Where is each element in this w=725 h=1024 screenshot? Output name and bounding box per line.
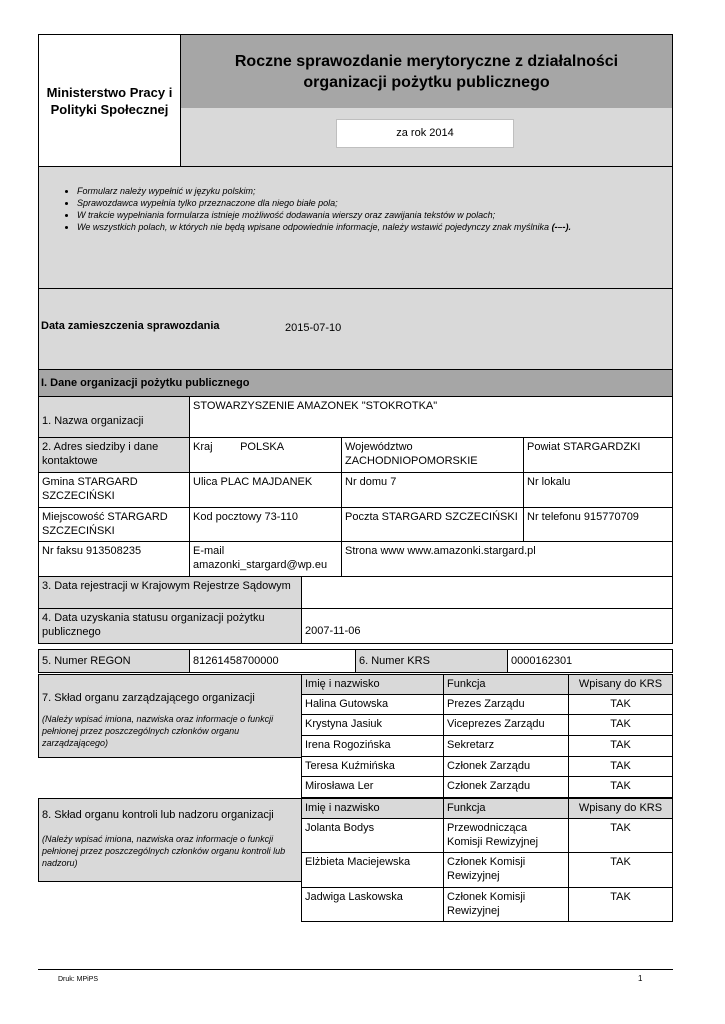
board-member-name[interactable]: Mirosława Ler [301,776,444,798]
footer-rule [38,969,673,970]
regon-label: 5. Numer REGON [38,649,190,673]
board-member-krs[interactable]: TAK [568,694,673,715]
voivodeship-field[interactable]: Województwo ZACHODNIOPOMORSKIE [341,437,524,473]
title-box [181,35,672,108]
instruction-item: • Sprawozdawca wypełnia tylko przeznaczone dla niego białe pola; [77,197,672,209]
address-label: 2. Adres siedziby i dane kontaktowe [38,437,190,473]
opp-status-value[interactable]: 2007-11-06 [301,608,673,644]
control-member-name[interactable]: Jadwiga Laskowska [301,887,444,922]
control-member-name[interactable]: Jolanta Bodys [301,818,444,853]
form-title: Roczne sprawozdanie merytoryczne z działalności organizacji pożytku publicznego [234,52,619,91]
control-member-function[interactable]: Przewodnicząca Komisji Rewizyjnej [443,818,569,853]
house-number-field[interactable]: Nr domu 7 [341,472,524,508]
board-member-krs[interactable]: TAK [568,776,673,798]
instructions-list [39,185,672,233]
org-name-value[interactable]: STOWARZYSZENIE AMAZONEK "STOKROTKA" [189,396,673,438]
control-header-function: Funkcja [443,798,569,819]
regon-value[interactable]: 81261458700000 [189,649,356,673]
publication-date-value[interactable]: 2015-07-10 [285,322,342,334]
board-member-function[interactable]: Członek Zarządu [443,756,569,777]
org-name-label: 1. Nazwa organizacji [38,396,190,438]
flat-number-field[interactable]: Nr lokalu [523,472,673,508]
year-value: za rok 2014 [396,127,454,139]
website-field[interactable]: Strona www www.amazonki.stargard.pl [341,541,673,577]
post-office-field[interactable]: Poczta STARGARD SZCZECIŃSKI [341,507,524,542]
control-member-function[interactable]: Członek Komisji Rewizyjnej [443,887,569,922]
ministry-name: Ministerstwo Pracy i Polityki Społecznej [46,84,173,117]
fax-field[interactable]: Nr faksu 913508235 [38,541,190,577]
postcode-field[interactable]: Kod pocztowy 73-110 [189,507,342,542]
instructions-box [38,166,673,289]
section-1-title: I. Dane organizacji pożytku publicznego [38,369,673,397]
country-field[interactable]: Kraj POLSKA [189,437,342,473]
board-header-krs: Wpisany do KRS [568,674,673,695]
opp-status-label: 4. Data uzyskania statusu organizacji pożytku publicznego [38,608,302,644]
control-member-krs[interactable]: TAK [568,887,673,922]
street-field[interactable]: Ulica PLAC MAJDANEK [189,472,342,508]
control-header-name: Imię i nazwisko [301,798,444,819]
footer-print: Druk: MPiPS [58,976,99,983]
control-member-function[interactable]: Członek Komisji Rewizyjnej [443,852,569,888]
board-header-name: Imię i nazwisko [301,674,444,695]
year-field[interactable] [336,119,514,148]
dash-sign: (-–-). [551,222,572,232]
board-member-function[interactable]: Członek Zarządu [443,776,569,798]
control-member-krs[interactable]: TAK [568,818,673,853]
form-header [38,34,673,167]
phone-field[interactable]: Nr telefonu 915770709 [523,507,673,542]
city-field[interactable]: Miejscowość STARGARD SZCZECIŃSKI [38,507,190,542]
control-label-box [38,798,302,882]
commune-field[interactable]: Gmina STARGARD SZCZECIŃSKI [38,472,190,508]
board-label-box [38,674,302,758]
krs-registration-value[interactable] [301,576,673,609]
instruction-item: • We wszystkich polach, w których nie będą wpisane odpowiednie informacje, należy wstawić pojedynczy znak myślnika (-–-). [77,221,672,233]
board-member-krs[interactable]: TAK [568,756,673,777]
control-label: 8. Skład organu kontroli lub nadzoru organizacji [42,809,274,821]
page-number: 1 [638,974,643,983]
publication-date-label: Data zamieszczenia sprawozdania [41,320,220,332]
board-member-krs[interactable]: TAK [568,714,673,736]
board-member-function[interactable]: Sekretarz [443,735,569,757]
county-field[interactable]: Powiat STARGARDZKI [523,437,673,473]
board-member-function[interactable]: Viceprezes Zarządu [443,714,569,736]
board-member-name[interactable]: Krystyna Jasiuk [301,714,444,736]
board-member-name[interactable]: Irena Rogozińska [301,735,444,757]
krs-number-label: 6. Numer KRS [355,649,508,673]
board-note: (Należy wpisać imiona, nazwiska oraz informacje o funkcji pełnionej przez poszczególnych członków organu zarządzającego) [42,714,274,748]
instruction-item: • Formularz należy wypełnić w języku polskim; [77,185,672,197]
board-member-name[interactable]: Halina Gutowska [301,694,444,715]
board-member-name[interactable]: Teresa Kuźmińska [301,756,444,777]
email-field[interactable]: E-mail amazonki_stargard@wp.eu [189,541,342,577]
ministry-box [39,35,181,166]
krs-number-value[interactable]: 0000162301 [507,649,673,673]
board-member-function[interactable]: Prezes Zarządu [443,694,569,715]
control-header-krs: Wpisany do KRS [568,798,673,819]
publication-box [38,288,673,370]
control-member-name[interactable]: Elżbieta Maciejewska [301,852,444,888]
control-member-krs[interactable]: TAK [568,852,673,888]
board-label: 7. Skład organu zarządzającego organizacji [42,692,255,704]
instruction-item: • W trakcie wypełniania formularza istnieje możliwość dodawania wierszy oraz zawijania tekstów w polach; [77,209,672,221]
control-note: (Należy wpisać imiona, nazwiska oraz informacje o funkcji pełnionej przez poszczególnych członków organu kontroli lub nadzoru) [42,834,286,868]
krs-registration-label: 3. Data rejestracji w Krajowym Rejestrze Sądowym [38,576,302,609]
board-member-krs[interactable]: TAK [568,735,673,757]
board-header-function: Funkcja [443,674,569,695]
